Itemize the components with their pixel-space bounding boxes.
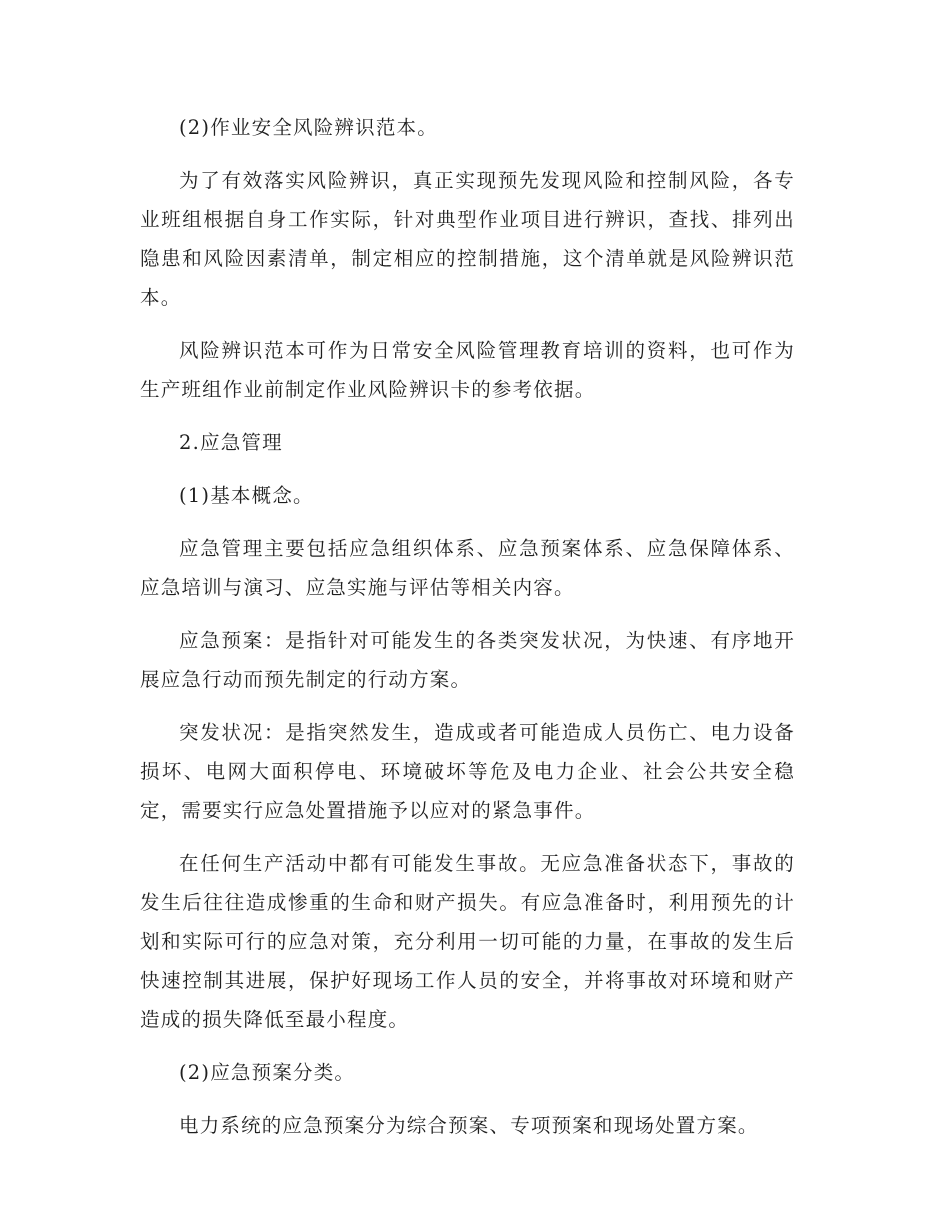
paragraph-risk-template-purpose: 为了有效落实风险辨识，真正实现预先发现风险和控制风险，各专业班组根据自身工作实际，针对典型作业项目进行辨识，查找、排列出隐患和风险因素清单，制定相应的控制措施，这个清单就是风险辨识范本。 [140, 169, 795, 309]
subheading-risk-template: (2)作业安全风险辨识范本。 [179, 116, 438, 139]
subheading-basic-concepts: (1)基本概念。 [179, 484, 314, 507]
paragraph-emergency-management-scope: 应急管理主要包括应急组织体系、应急预案体系、应急保障体系、应急培训与演习、应急实施与评估等相关内容。 [140, 537, 795, 599]
paragraph-emergency-preparedness: 在任何生产活动中都有可能发生事故。无应急准备状态下，事故的发生后往往造成惨重的生命和财产损失。有应急准备时，利用预先的计划和实际可行的应急对策，充分利用一切可能的力量，在事故的发生后快速控制其进展，保护好现场工作人员的安全，并将事故对环境和财产造成的损失降低至最小程度。 [140, 852, 795, 1031]
paragraph-emergency-event-definition: 突发状况：是指突然发生，造成或者可能造成人员伤亡、电力设备损坏、电网大面积停电、环境破坏等危及电力企业、社会公共安全稳定，需要实行应急处置措施予以应对的紧急事件。 [140, 721, 795, 822]
section-heading-emergency-management: 2.应急管理 [179, 431, 283, 454]
paragraph-risk-template-usage: 风险辨识范本可作为日常安全风险管理教育培训的资料，也可作为生产班组作业前制定作业风险辨识卡的参考依据。 [140, 339, 795, 401]
subheading-plan-classification: (2)应急预案分类。 [179, 1061, 356, 1084]
document-body [140, 108, 795, 1159]
paragraph-emergency-plan-definition: 应急预案：是指针对可能发生的各类突发状况，为快速、有序地开展应急行动而预先制定的行动方案。 [140, 629, 795, 691]
paragraph-plan-types: 电力系统的应急预案分为综合预案、专项预案和现场处置方案。 [179, 1114, 759, 1137]
